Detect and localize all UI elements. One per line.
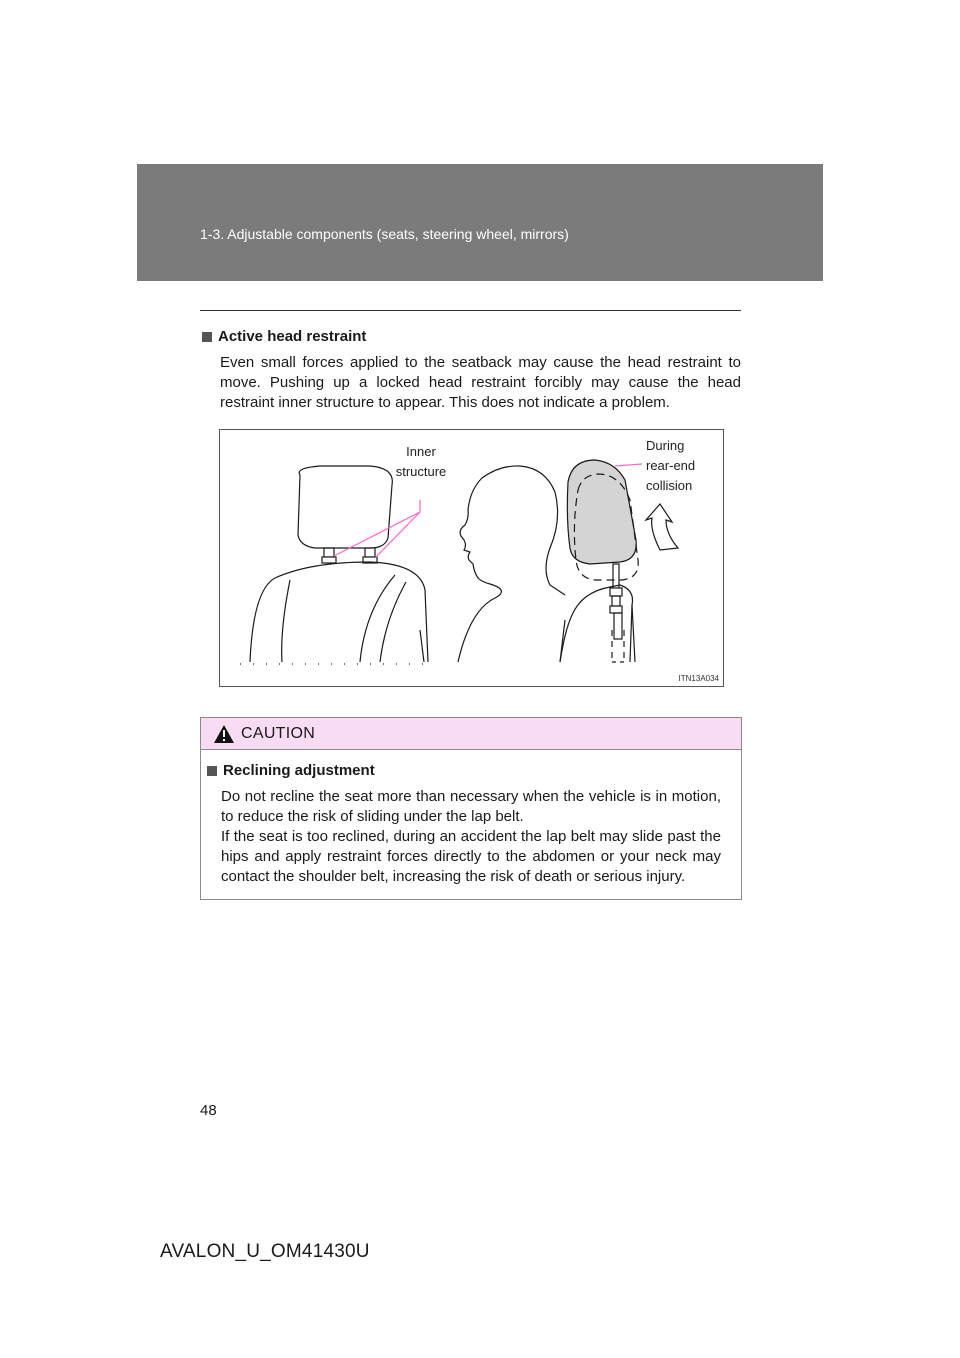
document-code: AVALON_U_OM41430U: [160, 1241, 370, 1262]
caution-paragraph-1: Do not recline the seat more than necessary when the vehicle is in motion, to reduce the risk of sliding under the lap belt.: [221, 788, 721, 825]
warning-triangle-icon: [213, 724, 235, 744]
rear-headrest: [567, 460, 636, 564]
section-heading-text: Active head restraint: [218, 328, 367, 345]
rear-end-collision-callout: [615, 464, 642, 466]
caution-title: CAUTION: [241, 724, 316, 742]
square-bullet-icon: [207, 766, 217, 776]
label-line: collision: [646, 478, 693, 493]
page-number: 48: [200, 1102, 217, 1119]
caution-header: [201, 718, 741, 750]
right-post: [365, 548, 375, 557]
front-headrest: [298, 466, 392, 548]
caution-heading: [201, 761, 741, 781]
front-seat-back: [250, 562, 428, 662]
motion-arrow-icon: [646, 504, 678, 550]
head-restraint-illustration: [219, 429, 724, 687]
section-body-text: Even small forces applied to the seatback may cause the head restraint to move. Pushing up a locked head restraint forcibly may cause the head restraint inner structure to appear. This does not indicate a problem.: [220, 354, 741, 411]
occupant-silhouette: [458, 466, 565, 662]
left-post: [324, 548, 334, 557]
chapter-header-band: [137, 164, 823, 281]
rear-end-collision-label: [646, 436, 716, 496]
figure-code: ITN13A034: [678, 674, 719, 683]
square-bullet-icon: [202, 332, 212, 342]
top-rule: [200, 310, 741, 311]
chapter-title: 1-3. Adjustable components (seats, steering wheel, mirrors): [200, 226, 569, 242]
caution-box: [200, 717, 742, 900]
inner-structure-label: Inner structure: [395, 444, 447, 479]
caution-body: [201, 750, 741, 887]
label-line: During: [646, 438, 685, 453]
label-line: rear-end: [646, 458, 696, 473]
section-heading: [200, 327, 741, 347]
caution-paragraph-2: If the seat is too reclined, during an accident the lap belt may slide past the hips and apply restraint forces directly to the abdomen or your neck may contact the shoulder belt, increasing the risk of death or serious injury.: [221, 828, 721, 885]
active-head-restraint-section: [200, 327, 741, 413]
inner-structure-callout-2: [375, 512, 420, 558]
caution-heading-text: Reclining adjustment: [223, 762, 375, 779]
